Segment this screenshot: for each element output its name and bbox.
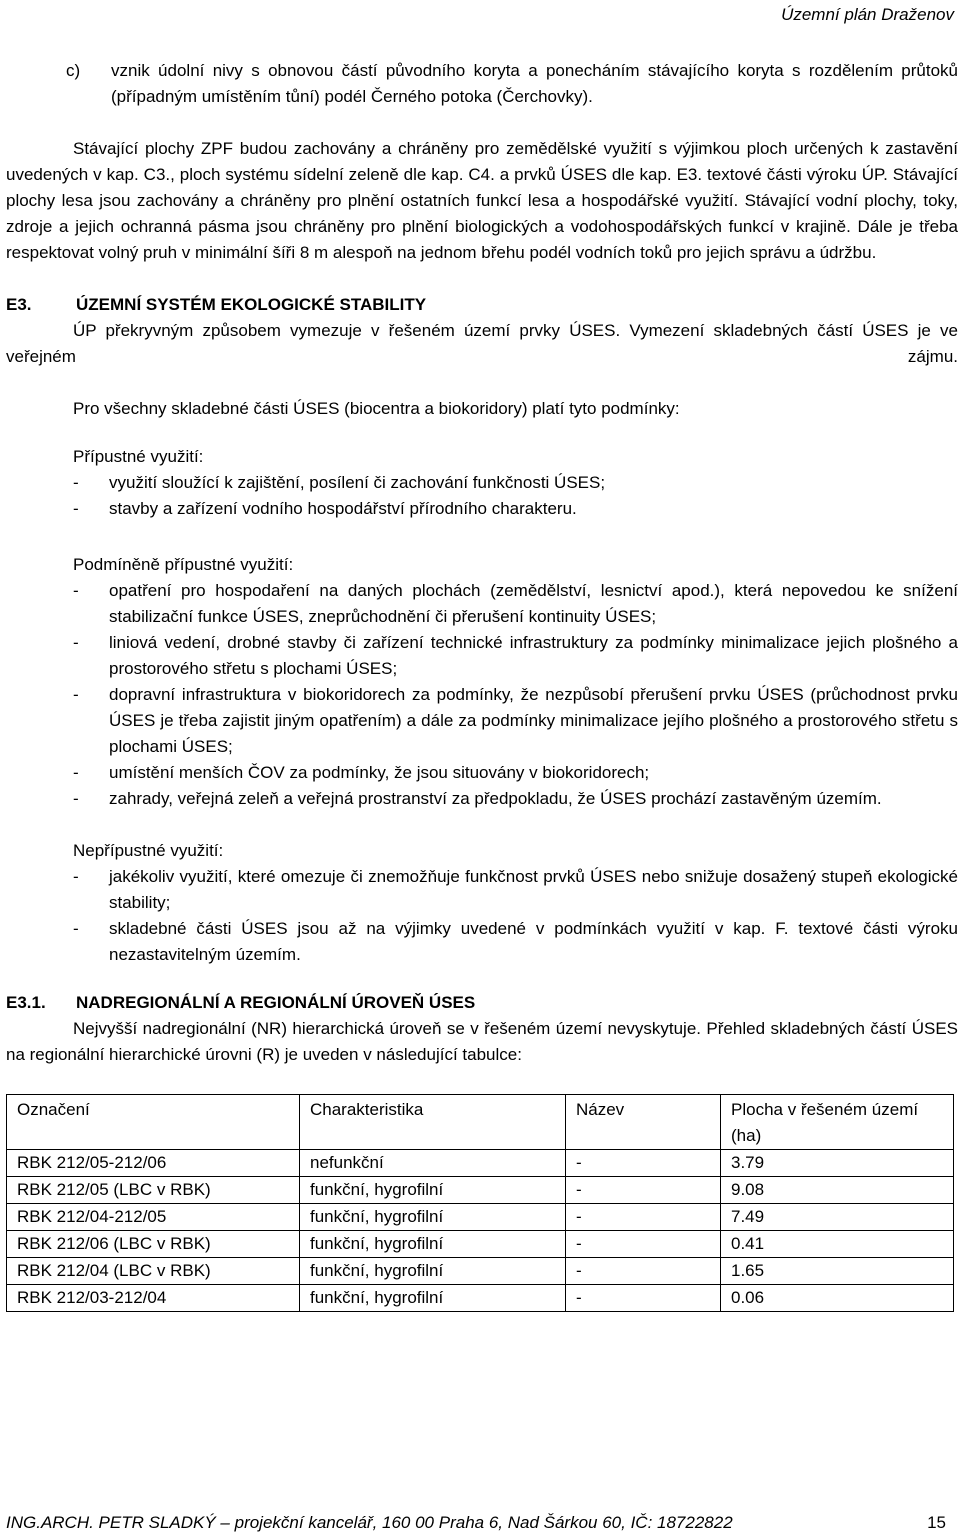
clause-c [66,58,958,110]
section-e31-heading [6,990,958,1016]
table-row [7,1285,954,1312]
list-item-text: umístění menších ČOV za podmínky, že jsou situovány v biokoridorech; [109,763,650,782]
column-header-charakteristika: Charakteristika [300,1095,566,1150]
table-cell: - [566,1177,721,1204]
table-cell: RBK 212/04 (LBC v RBK) [7,1258,300,1285]
column-header-plocha: Plocha v řešeném území (ha) [721,1095,954,1150]
permitted-use-title: Přípustné využití: [73,447,204,466]
bullet-dash: - [73,789,79,808]
uses-regional-table [6,1094,954,1312]
section-e31-number: E3.1. [6,993,46,1012]
table-cell: RBK 212/05-212/06 [7,1150,300,1177]
table-row [7,1204,954,1231]
list-item-text: dopravní infrastruktura v biokoridorech za podmínky, že nezpůsobí přerušení prvku ÚSES (průchodnost prvku ÚSES je třeba zajistit jiným opatřením) a dále za podmínky minimalizace jejího plošného a prostorového střetu s plochami ÚSES; [109,685,958,756]
section-e31-intro: Nejvyšší nadregionální (NR) hierarchická úroveň se v řešeném území nevyskytuje. Přehled skladebných částí ÚSES na regionální hierarchické úrovni (R) je uveden v následující tabulce: [6,1019,958,1064]
list-item-text: využití sloužící k zajištění, posílení či zachování funkčnosti ÚSES; [109,473,606,492]
bullet-dash: - [73,763,79,782]
table-cell: 9.08 [721,1177,954,1204]
list-item-text: stavby a zařízení vodního hospodářství přírodního charakteru. [109,499,577,518]
list-item-text: liniová vedení, drobné stavby či zařízení technické infrastruktury za podmínky minimalizace jejich plošného a prostorového střetu s plochami ÚSES; [109,633,958,678]
table-cell: funkční, hygrofilní [300,1258,566,1285]
clause-c-text: vznik údolní nivy s obnovou částí původního koryta a ponecháním stávajícího koryta s rozdělením průtoků (případným umístěním tůní) podél Černého potoka (Čerchovky). [111,61,958,106]
bullet-dash: - [73,581,79,600]
list-item [73,470,958,496]
bullet-dash: - [73,633,79,652]
footer-text: ING.ARCH. PETR SLADKÝ – projekční kancelář, 160 00 Praha 6, Nad Šárkou 60, IČ: 18722822 [6,1513,733,1532]
table-cell: RBK 212/04-212/05 [7,1204,300,1231]
list-item-text: opatření pro hospodaření na daných plochách (zemědělství, lesnictví apod.), která nepovedou ke snížení stabilizační funkce ÚSES, zneprůchodnění či přerušení kontinuity ÚSES; [109,581,958,626]
bullet-dash: - [73,499,79,518]
table-cell: RBK 212/06 (LBC v RBK) [7,1231,300,1258]
list-item [73,496,958,522]
list-item [73,578,958,630]
table-row [7,1177,954,1204]
section-e3-number: E3. [6,295,32,314]
section-e3-intro1: ÚP překryvným způsobem vymezuje v řešeném území prvky ÚSES. Vymezení skladebných částí ÚSES je ve veřejném zájmu. [6,321,958,366]
page-content [6,58,958,1312]
table-cell: - [566,1258,721,1285]
paragraph-zpf: Stávající plochy ZPF budou zachovány a chráněny pro zemědělské využití s výjimkou ploch určených k zastavění uvedených v kap. C3., ploch systému sídelní zeleně dle kap. C4. a prvků ÚSES dle kap. E3. textové části výroku ÚP. Stávající plochy lesa jsou zachovány a chráněny pro plnění ostatních funkcí lesa a hospodářské využití. Stávající vodní plochy, toky, zdroje a jejich ochranná pásma jsou chráněny pro plnění biologických a vodohospodářských funkcí v krajině. Dále je třeba respektovat volný pruh v minimální šíři 8 m alespoň na jednom břehu podél vodních toků pro jejich správu a údržbu. [6,139,958,262]
page-footer [6,1512,946,1534]
table-row [7,1258,954,1285]
table-cell: 0.41 [721,1231,954,1258]
list-item-text: jakékoliv využití, které omezuje či znemožňuje funkčnost prvků ÚSES nebo snižuje dosažený stupeň ekologické stability; [109,867,958,912]
bullet-dash: - [73,473,79,492]
list-item [73,760,958,786]
bullet-dash: - [73,685,79,704]
document-header-title: Územní plán Draženov [781,5,954,24]
table-cell: 3.79 [721,1150,954,1177]
bullet-dash: - [73,919,79,938]
list-item-text: zahrady, veřejná zeleň a veřejná prostranství za předpokladu, že ÚSES prochází zastavěným územím. [109,789,882,808]
list-item [73,916,958,968]
table-cell: funkční, hygrofilní [300,1231,566,1258]
table-cell: funkční, hygrofilní [300,1204,566,1231]
clause-c-label: c) [66,61,81,80]
section-e31-title: NADREGIONÁLNÍ A REGIONÁLNÍ ÚROVEŇ ÚSES [76,993,476,1012]
table-header-row [7,1095,954,1150]
table-cell: - [566,1204,721,1231]
section-e3-title: ÚZEMNÍ SYSTÉM EKOLOGICKÉ STABILITY [76,295,427,314]
table-cell: 1.65 [721,1258,954,1285]
table-cell: funkční, hygrofilní [300,1177,566,1204]
conditional-use-title: Podmíněně přípustné využití: [73,555,294,574]
list-item [73,682,958,760]
table-cell: - [566,1231,721,1258]
table-cell: nefunkční [300,1150,566,1177]
table-cell: funkční, hygrofilní [300,1285,566,1312]
table-cell: RBK 212/03-212/04 [7,1285,300,1312]
section-e3-intro2: Pro všechny skladebné části ÚSES (biocentra a biokoridory) platí tyto podmínky: [73,399,680,418]
table-cell: - [566,1150,721,1177]
table-row [7,1231,954,1258]
table-row [7,1150,954,1177]
list-item-text: skladebné části ÚSES jsou až na výjimky uvedené v podmínkách využití v kap. F. textové části výroku nezastavitelným územím. [109,919,958,964]
section-e3-heading [6,292,958,318]
list-item [73,786,958,812]
column-header-oznaceni: Označení [7,1095,300,1150]
list-item [73,864,958,916]
column-header-nazev: Název [566,1095,721,1150]
table-cell: 7.49 [721,1204,954,1231]
table-cell: 0.06 [721,1285,954,1312]
table-cell: RBK 212/05 (LBC v RBK) [7,1177,300,1204]
page-number: 15 [927,1513,946,1532]
table-cell: - [566,1285,721,1312]
list-item [73,630,958,682]
bullet-dash: - [73,867,79,886]
prohibited-use-title: Nepřípustné využití: [73,841,224,860]
